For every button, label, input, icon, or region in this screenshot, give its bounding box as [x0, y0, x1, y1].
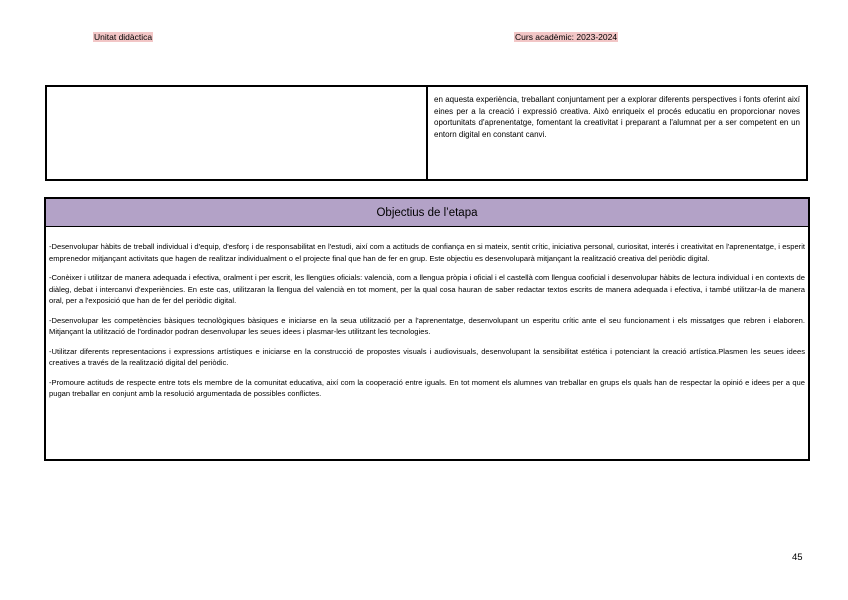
objectives-title: Objectius de l’etapa — [46, 199, 808, 227]
objectives-table — [44, 197, 810, 461]
objective-paragraph: -Conèixer i utilitzar de manera adequada i efectiva, oralment i per escrit, les llengües oficials: valencià, com a llengua pròpia i oficial i el castellà com llengua cooficial i desenvolupar hàbits de lectura individual i en contexts de diàleg, debat i intercanvi d'experiències. En este cas, utilitzaran la llengua del valencià en tot moment, per la qual cosa hauran de saber redactar textos escrits de manera adequada i efectiva, i també utilitzar-la de manera oral, per a l'exposició que han de fer del periòdic digital. — [49, 272, 805, 306]
objective-paragraph: -Utilitzar diferents representacions i expressions artístiques e iniciarse en la construcció de propostes visuals i audiovisuals, desenvolupant la sensibilitat estética i potenciant la creació artística.Plasmen les seues idees creatives a través de la realització digital del periòdic. — [49, 346, 805, 368]
header-unit-label: Unitat didàctica — [94, 32, 153, 42]
page-number: 45 — [792, 552, 803, 563]
objective-paragraph: -Promoure actituds de respecte entre tots els membre de la comunitat educativa, així com la cooperació entre iguals. En tot moment els alumnes van treballar en grups els quals han de respectar la opinió e idees per a que pugan treballar en conjunt amb la resolució argumentada de possibles conflictes. — [49, 377, 805, 399]
empty-table-cell — [47, 87, 428, 179]
objective-paragraph: -Desenvolupar les competències bàsiques tecnològiques bàsiques e iniciarse en la seua utilització per a l'aprenentatge, desenvolupant un esperitu crític ante el seu funcionament i els missatges que rebren i elaboren. Mitjançant la utilització de l'ordinador podran desenvolupar les seues idees i plasmar-les utilitzant les tecnologies. — [49, 315, 805, 337]
continuation-text: en aquesta experiència, treballant conjuntament per a explorar diferents perspectives i fonts oferint així eines per a la creació i expressió creativa. Això enriqueix el procés educatiu en proporcionar noves oportunitats d'aprenentatge, fomentant la creativitat i preparant a l'alumnat per a ser competent en un entorn digital en constant canvi. — [434, 95, 800, 139]
header-course-label: Curs acadèmic: 2023-2024 — [515, 32, 618, 42]
objective-paragraph: -Desenvolupar hàbits de treball individual i d'equip, d'esforç i de responsabilitat en l'estudi, així com a actituds de confiança en si mateix, sentit crític, iniciativa personal, curiositat, interés i creativitat en l'aprenentatge, i esperit emprenedor mitjançant activitats que hagen de realitzar individualment o el projecte final que han de fer en grup. Este objectiu es desenvoluparà mitjançant la realització creativa del periòdic digital. — [49, 242, 805, 263]
objectives-body — [46, 227, 808, 400]
continuation-table — [45, 85, 808, 181]
